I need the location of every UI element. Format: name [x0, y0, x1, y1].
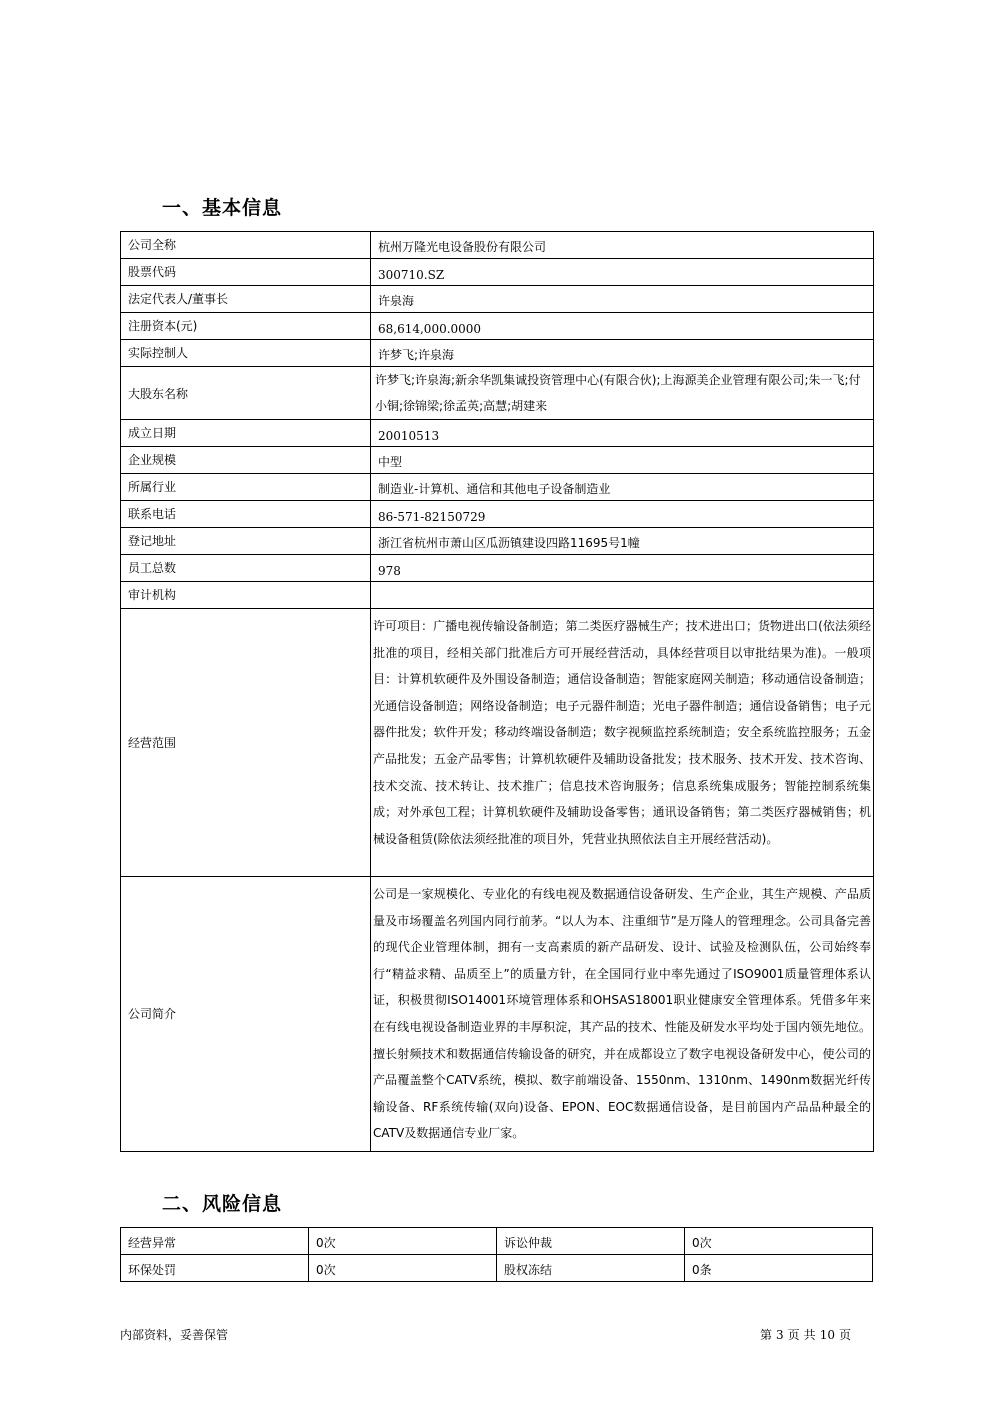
company-size-label: 企业规模 — [121, 447, 371, 474]
abnormal-operation-label: 经营异常 — [121, 1228, 309, 1255]
abnormal-operation-value: 0次 — [309, 1228, 497, 1255]
env-penalty-label: 环保处罚 — [121, 1255, 309, 1282]
address-value: 浙江省杭州市萧山区瓜沥镇建设四路11695号1幢 — [371, 528, 874, 555]
employee-count-value: 978 — [371, 555, 874, 582]
industry-value: 制造业-计算机、通信和其他电子设备制造业 — [371, 474, 874, 501]
basic-info-table — [120, 231, 874, 1152]
page-prefix: 第 — [760, 1328, 773, 1342]
page-mid: 页 — [787, 1328, 800, 1342]
table-row — [121, 501, 874, 528]
page-suffix: 页 — [838, 1328, 851, 1342]
env-penalty-value: 0次 — [309, 1255, 497, 1282]
total-prefix: 共 — [803, 1328, 816, 1342]
table-row — [121, 420, 874, 447]
industry-label: 所属行业 — [121, 474, 371, 501]
stock-code-value: 300710.SZ — [371, 259, 874, 286]
controller-value: 许梦飞;许泉海 — [371, 340, 874, 367]
company-name-label: 公司全称 — [121, 232, 371, 259]
stock-code-label: 股票代码 — [121, 259, 371, 286]
major-shareholder-label: 大股东名称 — [121, 367, 371, 420]
registered-capital-value: 68,614,000.0000 — [371, 313, 874, 340]
page-current: 3 — [776, 1328, 784, 1342]
table-row — [121, 609, 874, 877]
table-row — [121, 528, 874, 555]
litigation-value: 0次 — [685, 1228, 873, 1255]
table-row — [121, 877, 874, 1152]
legal-rep-label: 法定代表人/董事长 — [121, 286, 371, 313]
auditor-value — [371, 582, 874, 609]
business-scope-label: 经营范围 — [121, 609, 371, 877]
equity-freeze-label: 股权冻结 — [497, 1255, 685, 1282]
auditor-label: 审计机构 — [121, 582, 371, 609]
company-intro-label: 公司简介 — [121, 877, 371, 1152]
legal-rep-value: 许泉海 — [371, 286, 874, 313]
section-title-basic-info: 一、基本信息 — [162, 197, 283, 219]
table-row — [121, 582, 874, 609]
table-row — [121, 340, 874, 367]
table-row — [121, 286, 874, 313]
footer-confidential-note: 内部资料，妥善保管 — [120, 1328, 229, 1342]
litigation-label: 诉讼仲裁 — [497, 1228, 685, 1255]
risk-info-table — [120, 1227, 873, 1282]
business-scope-value: 许可项目：广播电视传输设备制造；第二类医疗器械生产；技术进出口；货物进出口(依法须经批准的项目，经相关部门批准后方可开展经营活动，具体经营项目以审批结果为准)。一般项目：计算机软硬件及外围设备制造；通信设备制造；智能家庭网关制造；移动通信设备制造；光通信设备制造；网络设备制造；电子元器件制造；光电子器件制造；通信设备销售；电子元器件批发；软件开发；移动终端设备制造；数字视频监控系统制造；安全系统监控服务；五金产品批发；五金产品零售；计算机软硬件及辅助设备批发；技术服务、技术开发、技术咨询、技术交流、技术转让、技术推广；信息技术咨询服务；信息系统集成服务；智能控制系统集成；对外承包工程；计算机软硬件及辅助设备零售；通讯设备销售；第二类医疗器械销售；机械设备租赁(除依法须经批准的项目外，凭营业执照依法自主开展经营活动)。 — [371, 609, 874, 877]
founded-date-label: 成立日期 — [121, 420, 371, 447]
table-row — [121, 447, 874, 474]
controller-label: 实际控制人 — [121, 340, 371, 367]
footer-page-number — [760, 1326, 855, 1343]
equity-freeze-value: 0条 — [685, 1255, 873, 1282]
company-intro-value: 公司是一家规模化、专业化的有线电视及数据通信设备研发、生产企业，其生产规模、产品质量及市场覆盖名列国内同行前茅。“以人为本、注重细节”是万隆人的管理理念。公司具备完善的现代企业管理体制，拥有一支高素质的新产品研发、设计、试验及检测队伍，公司始终奉行“精益求精、品质至上”的质量方针，在全国同行业中率先通过了ISO9001质量管理体系认证，积极贯彻ISO14001环境管理体系和OHSAS18001职业健康安全管理体系。凭借多年来在有线电视设备制造业界的丰厚积淀，其产品的技术、性能及研发水平均处于国内领先地位。擅长射频技术和数据通信传输设备的研究，并在成都设立了数字电视设备研发中心，使公司的产品覆盖整个CATV系统，模拟、数字前端设备、1550nm、1310nm、1490nm数据光纤传输设备、RF系统传输(双向)设备、EPON、EOC数据通信设备，是目前国内产品品种最全的CATV及数据通信专业厂家。 — [371, 877, 874, 1152]
table-row — [121, 1228, 873, 1255]
table-row — [121, 259, 874, 286]
section-title-risk-info: 二、风险信息 — [162, 1193, 283, 1215]
table-row — [121, 367, 874, 420]
address-label: 登记地址 — [121, 528, 371, 555]
page-total: 10 — [819, 1328, 835, 1342]
table-row — [121, 232, 874, 259]
table-row — [121, 313, 874, 340]
major-shareholder-value: 许梦飞;许泉海;新余华凯集诚投资管理中心(有限合伙);上海源美企业管理有限公司;朱一飞;付小铜;徐锦梁;徐孟英;高慧;胡建来 — [371, 367, 874, 420]
table-row — [121, 1255, 873, 1282]
table-row — [121, 555, 874, 582]
table-row — [121, 474, 874, 501]
founded-date-value: 20010513 — [371, 420, 874, 447]
company-name-value: 杭州万隆光电设备股份有限公司 — [371, 232, 874, 259]
registered-capital-label: 注册资本(元) — [121, 313, 371, 340]
company-size-value: 中型 — [371, 447, 874, 474]
employee-count-label: 员工总数 — [121, 555, 371, 582]
phone-value: 86-571-82150729 — [371, 501, 874, 528]
phone-label: 联系电话 — [121, 501, 371, 528]
